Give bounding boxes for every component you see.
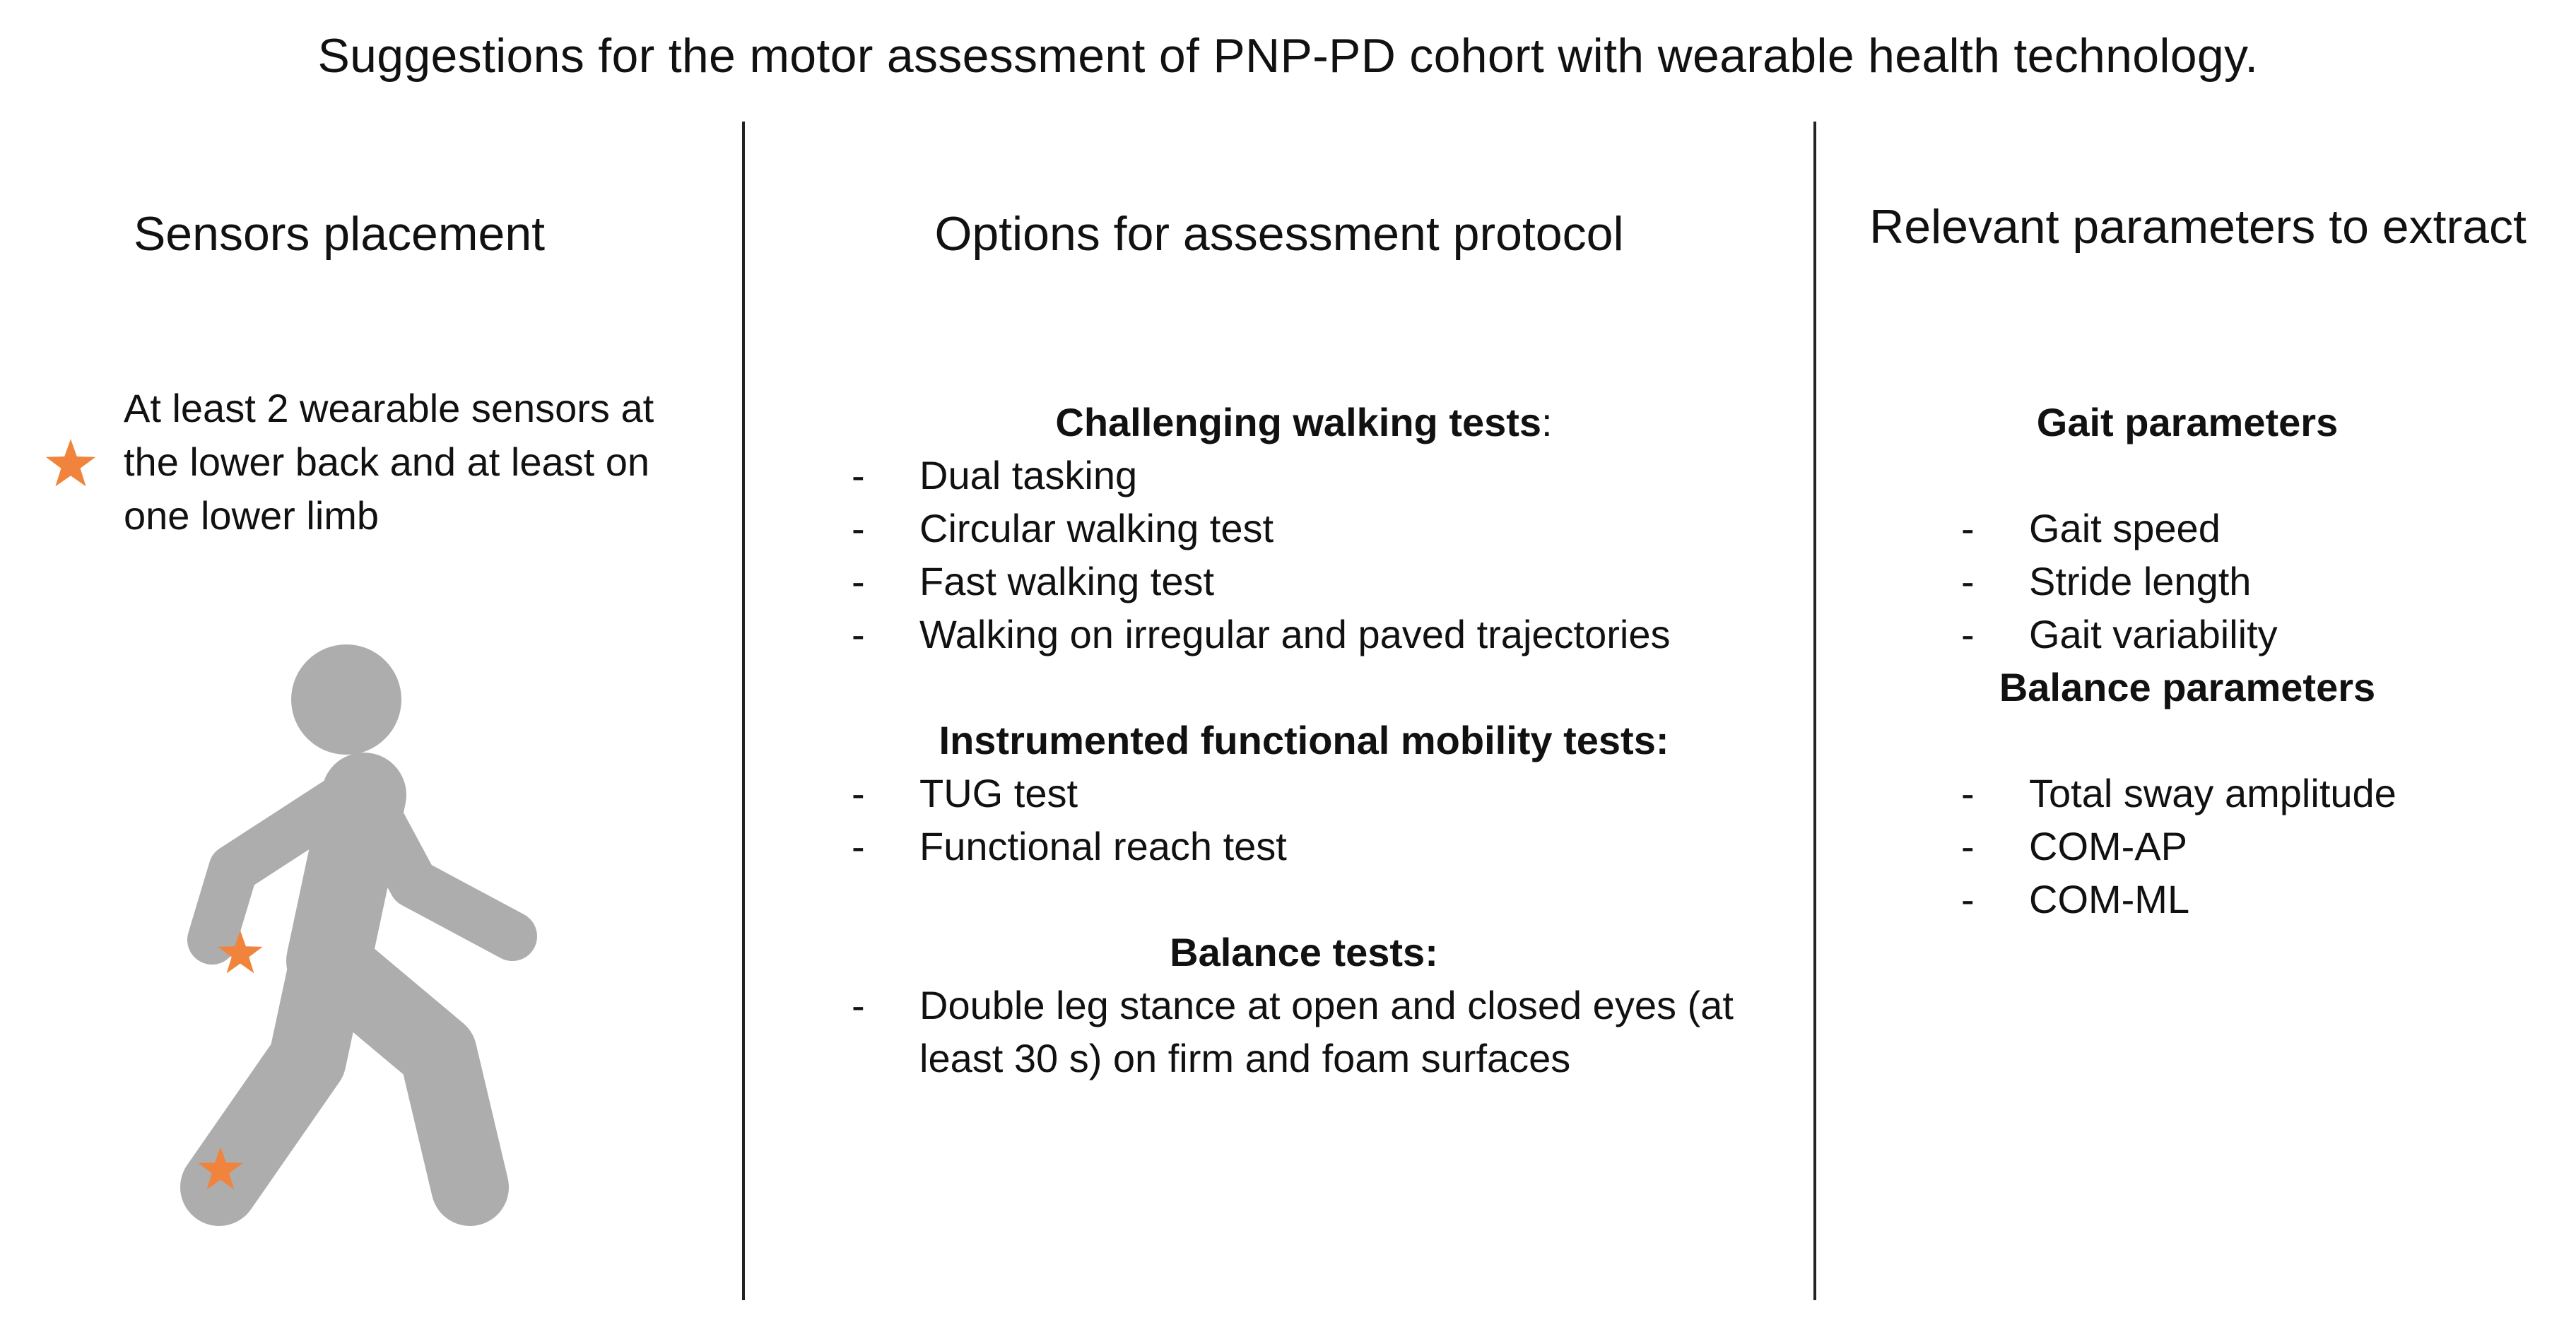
gait-parameters-heading: Gait parameters — [2036, 400, 2339, 444]
list-item: - Fast walking test — [852, 555, 1756, 608]
list-item: - Dual tasking — [852, 449, 1756, 502]
walking-tests-heading-text: Challenging walking tests — [1055, 400, 1542, 444]
list-item: - COM-ML — [1961, 873, 2548, 926]
column-divider-right — [1813, 122, 1816, 1300]
sensors-heading: Sensors placement — [133, 207, 546, 261]
list-item: - Walking on irregular and paved trajectories — [852, 608, 1756, 661]
balance-tests-heading: Balance tests: — [1170, 930, 1438, 974]
balance-parameters-heading: Balance parameters — [1999, 665, 2376, 709]
list-item: - Gait variability — [1961, 608, 2548, 661]
mobility-tests-list — [852, 767, 1756, 873]
list-item: - Double leg stance at open and closed eyes (at least 30 s) on firm and foam surfaces — [852, 979, 1742, 1085]
diagram-title: Suggestions for the motor assessment of PNP-PD cohort with wearable health technology. — [317, 29, 2259, 83]
list-item: - Functional reach test — [852, 820, 1756, 873]
column-divider-left — [742, 122, 745, 1300]
walking-tests-heading — [852, 396, 1756, 449]
list-item: - Total sway amplitude — [1961, 767, 2548, 820]
list-item: - Stride length — [1961, 555, 2548, 608]
parameters-heading: Relevant parameters to extract — [1869, 200, 2527, 254]
protocol-heading: Options for assessment protocol — [934, 207, 1624, 261]
list-item: - COM-AP — [1961, 820, 2548, 873]
walking-person-icon — [127, 629, 580, 1251]
list-item: - Circular walking test — [852, 502, 1756, 555]
balance-tests-list — [852, 979, 1742, 1085]
walking-tests-heading-colon: : — [1541, 400, 1553, 444]
mobility-tests-heading: Instrumented functional mobility tests: — [939, 718, 1669, 762]
star-icon — [42, 437, 99, 493]
protocol-content — [852, 396, 1756, 1085]
balance-parameters-list — [1961, 767, 2548, 926]
sensors-note: At least 2 wearable sensors at the lower back and at least on one lower limb — [124, 386, 654, 538]
list-item: - TUG test — [852, 767, 1756, 820]
gait-parameters-list — [1961, 502, 2548, 661]
list-item: - Gait speed — [1961, 502, 2548, 555]
parameters-content — [1961, 396, 2548, 926]
walking-tests-list — [852, 449, 1756, 661]
